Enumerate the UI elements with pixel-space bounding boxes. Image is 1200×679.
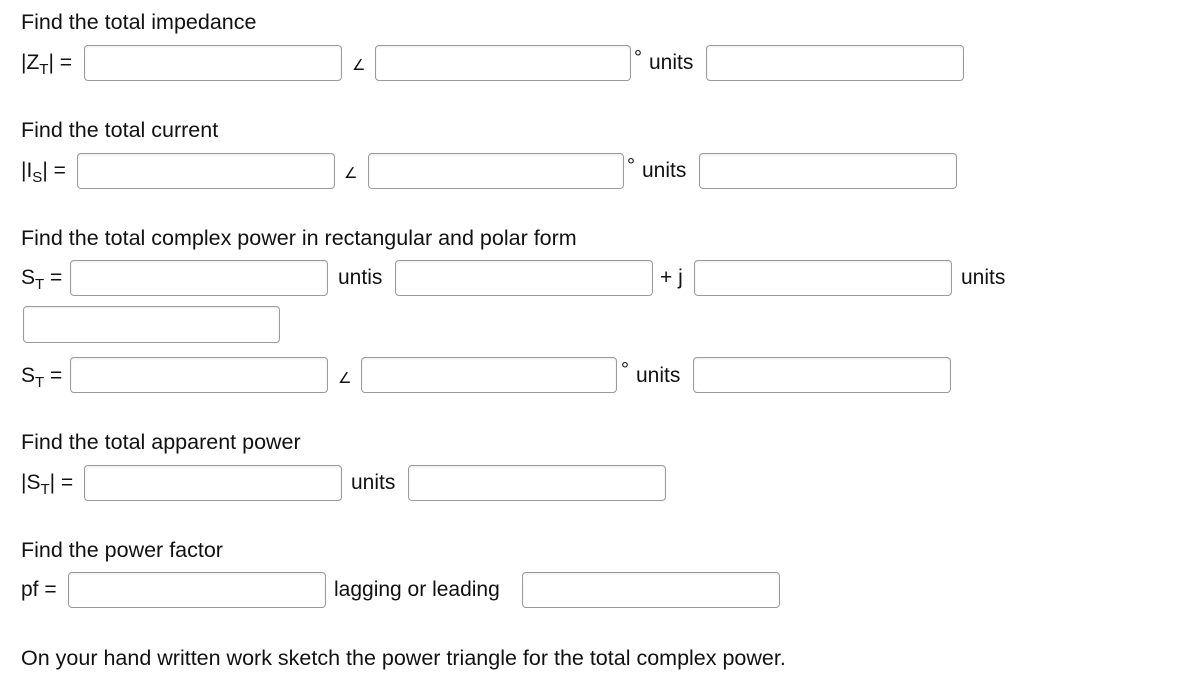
apparent-power-magnitude-input[interactable]	[84, 465, 342, 501]
impedance-units-label: units	[649, 51, 694, 74]
power-factor-input[interactable]	[68, 572, 326, 608]
lagging-leading-input[interactable]	[522, 572, 780, 608]
current-units-label: units	[642, 159, 687, 182]
current-label-sub: S	[32, 169, 43, 186]
complex-power-polar-label-sub: T	[35, 374, 45, 391]
impedance-label	[21, 51, 72, 77]
complex-power-polar-label-prefix: S	[21, 364, 36, 387]
complex-power-polar-units-input[interactable]	[693, 357, 951, 393]
complex-power-angle-symbol: ∠	[338, 370, 352, 387]
complex-power-rect-label-suffix: =	[44, 266, 63, 289]
apparent-power-units-label: units	[351, 471, 396, 494]
impedance-units-input[interactable]	[706, 45, 964, 81]
power-factor-label: pf =	[21, 578, 57, 601]
complex-power-polar-units-label: units	[636, 364, 681, 387]
complex-power-rect-label-prefix: S	[21, 266, 36, 289]
impedance-label-sub: T	[39, 61, 49, 78]
complex-power-polar-magnitude-input[interactable]	[70, 357, 328, 393]
apparent-power-heading: Find the total apparent power	[21, 430, 301, 454]
complex-power-rect-label	[21, 266, 62, 292]
apparent-power-label-suffix: | =	[49, 471, 74, 494]
complex-power-polar-angle-input[interactable]	[361, 357, 617, 393]
complex-power-polar-label-suffix: =	[44, 364, 63, 387]
current-label	[21, 159, 66, 185]
power-factor-heading: Find the power factor	[21, 538, 223, 562]
apparent-power-label-prefix: |S	[21, 471, 41, 494]
apparent-power-label-sub: T	[40, 481, 50, 498]
current-magnitude-input[interactable]	[77, 153, 335, 189]
complex-power-rect-units-label: units	[961, 266, 1006, 289]
impedance-magnitude-input[interactable]	[84, 45, 342, 81]
complex-power-imag-input[interactable]	[694, 260, 952, 296]
impedance-label-suffix: | =	[48, 51, 73, 74]
complex-power-untis-input[interactable]	[395, 260, 653, 296]
complex-power-degree-symbol: °	[621, 359, 629, 381]
current-heading: Find the total current	[21, 118, 219, 142]
current-degree-symbol: °	[627, 155, 635, 177]
current-units-input[interactable]	[699, 153, 957, 189]
lagging-leading-label: lagging or leading	[334, 578, 500, 601]
impedance-label-prefix: |Z	[21, 51, 40, 74]
complex-power-heading: Find the total complex power in rectangular and polar form	[21, 226, 577, 250]
complex-power-plus-j-label: + j	[660, 266, 683, 289]
current-angle-input[interactable]	[368, 153, 624, 189]
impedance-angle-symbol: ∠	[352, 57, 366, 74]
impedance-degree-symbol: °	[634, 47, 642, 69]
current-label-suffix: | =	[42, 159, 66, 182]
complex-power-polar-label	[21, 364, 62, 390]
footer-note: On your hand written work sketch the power triangle for the total complex power.	[21, 646, 786, 670]
apparent-power-units-input[interactable]	[408, 465, 666, 501]
current-angle-symbol: ∠	[344, 165, 358, 182]
complex-power-rect-label-sub: T	[35, 276, 45, 293]
complex-power-extra-input[interactable]	[23, 306, 280, 343]
impedance-heading: Find the total impedance	[21, 10, 257, 34]
impedance-angle-input[interactable]	[375, 45, 631, 81]
complex-power-untis-label: untis	[338, 266, 383, 289]
complex-power-real-input[interactable]	[70, 260, 328, 296]
apparent-power-label	[21, 471, 73, 497]
current-label-prefix: |I	[21, 159, 33, 182]
